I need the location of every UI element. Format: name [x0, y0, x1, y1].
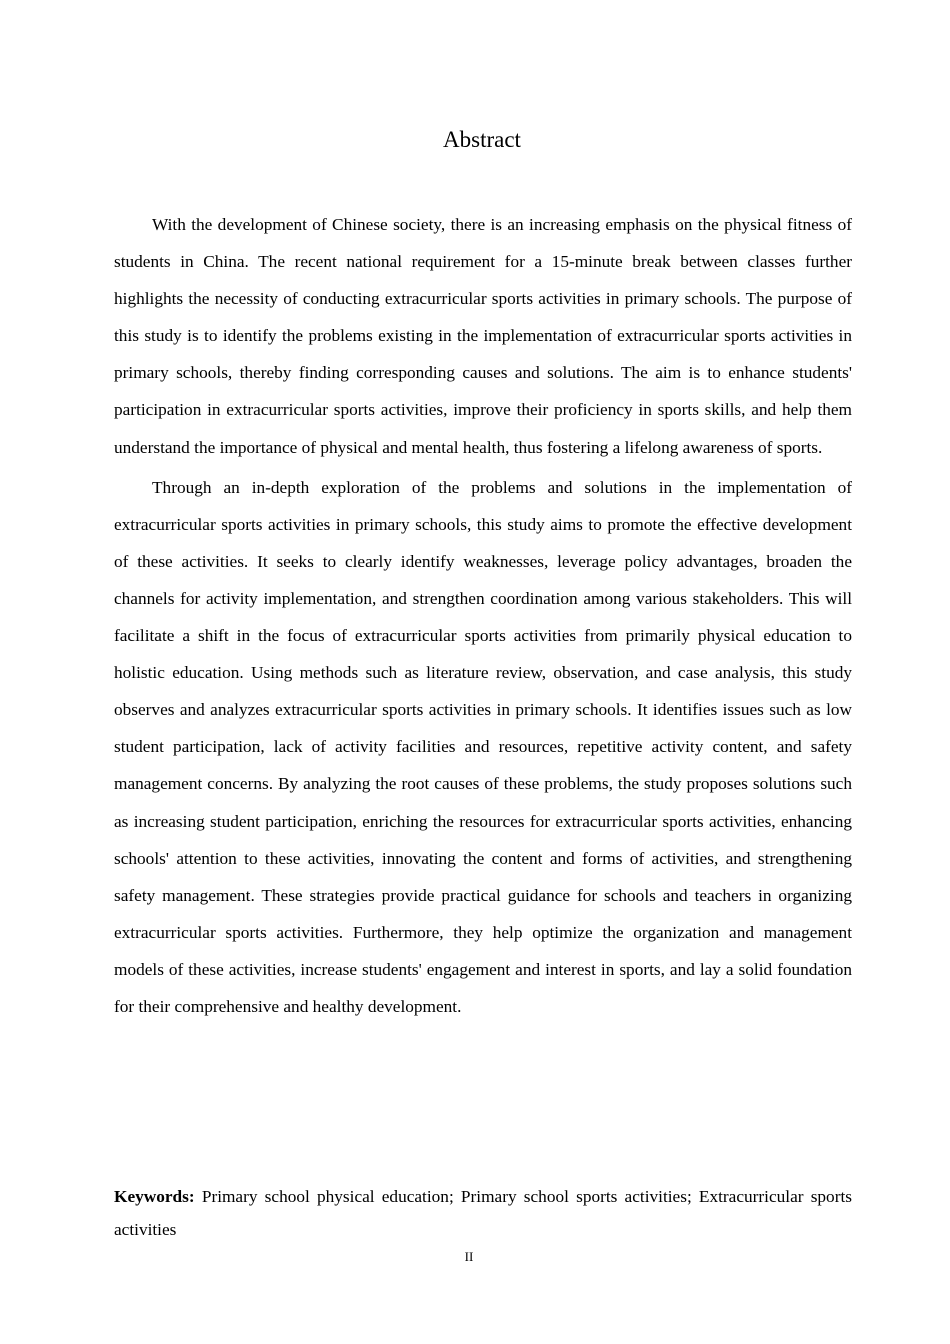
keywords-label: Keywords:: [114, 1187, 195, 1206]
page-number: II: [464, 1249, 474, 1264]
abstract-paragraph-1: With the development of Chinese society, there is an increasing emphasis on the physical fitness of students in China. The recent national requirement for a 15-minute break between classes further highlights the necessity of conducting extracurricular sports activities in primary schools. The purpose of this study is to identify the problems existing in the implementation of extracurricular sports activities in primary schools, thereby finding corresponding causes and solutions. The aim is to enhance students' participation in extracurricular sports activities, improve their proficiency in sports skills, and help them understand the importance of physical and mental health, thus fostering a lifelong awareness of sports.: [114, 215, 852, 457]
keywords-text: Primary school physical education; Primary school sports activities; Extracurricular sports activities: [114, 1187, 852, 1239]
abstract-paragraph-2: Through an in-depth exploration of the problems and solutions in the implementation of extracurricular sports activities in primary schools, this study aims to promote the effective development of these activities. It seeks to clearly identify weaknesses, leverage policy advantages, broaden the channels for activity implementation, and strengthen coordination among various stakeholders. This will facilitate a shift in the focus of extracurricular sports activities from primarily physical education to holistic education. Using methods such as literature review, observation, and case analysis, this study observes and analyzes extracurricular sports activities in primary schools. It identifies issues such as low student participation, lack of activity facilities and resources, repetitive activity content, and safety management concerns. By analyzing the root causes of these problems, the study proposes solutions such as increasing student participation, enriching the resources for extracurricular sports activities, enhancing schools' attention to these activities, innovating the content and forms of activities, and strengthening safety management. These strategies provide practical guidance for schools and teachers in organizing extracurricular sports activities. Furthermore, they help optimize the organization and management models of these activities, increase students' engagement and interest in sports, and lay a solid foundation for their comprehensive and healthy development.: [114, 477, 852, 1016]
abstract-body: [114, 206, 852, 1028]
abstract-title: Abstract: [443, 127, 521, 152]
keywords-line: [114, 1180, 852, 1246]
